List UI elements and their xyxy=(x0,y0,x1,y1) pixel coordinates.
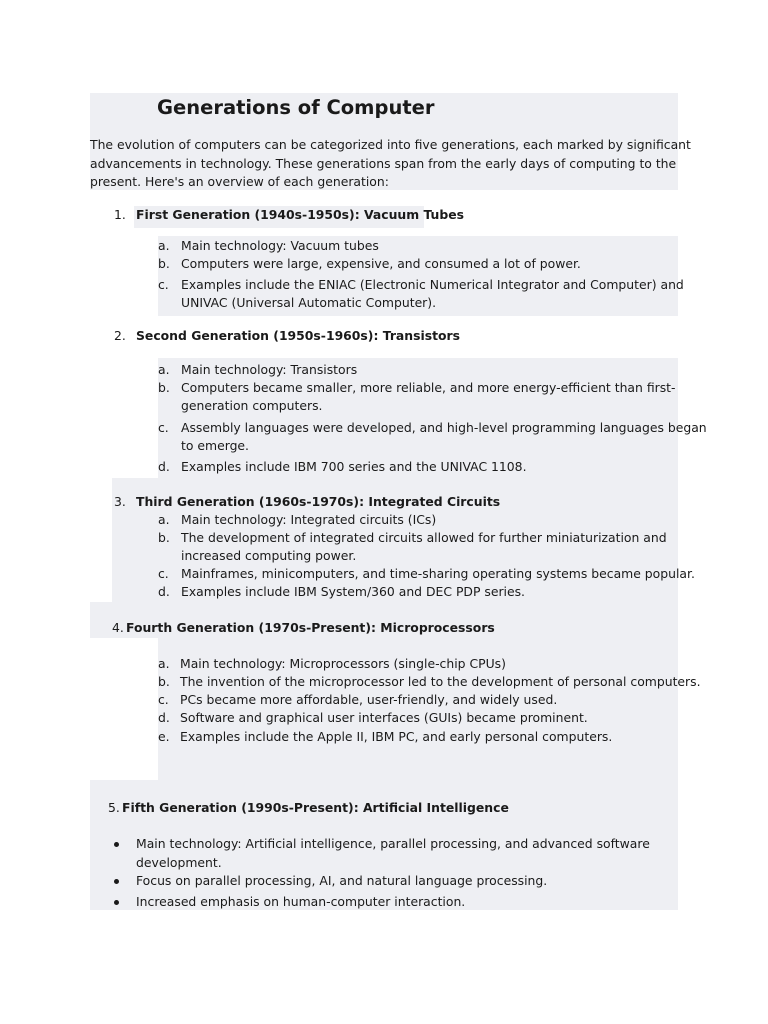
list-item-text: development. xyxy=(136,855,222,870)
list-item-text: Main technology: Integrated circuits (ICs) xyxy=(181,512,437,527)
section-heading: Third Generation (1960s-1970s): Integrated Circuits xyxy=(136,494,501,509)
list-letter: c. xyxy=(158,277,169,292)
section-heading: Second Generation (1950s-1960s): Transistors xyxy=(136,328,461,343)
list-item-text: to emerge. xyxy=(181,438,249,453)
bullet-icon xyxy=(114,900,119,905)
list-number: 3. xyxy=(114,494,126,509)
list-letter: c. xyxy=(158,420,169,435)
section-heading: Fourth Generation (1970s-Present): Microprocessors xyxy=(126,620,495,635)
list-item-text: Main technology: Transistors xyxy=(181,362,358,377)
list-letter: b. xyxy=(158,674,170,689)
list-item-text: Examples include the ENIAC (Electronic Numerical Integrator and Computer) and xyxy=(181,277,684,292)
list-item-text: Mainframes, minicomputers, and time-sharing operating systems became popular. xyxy=(181,566,695,581)
section-heading: Fifth Generation (1990s-Present): Artificial Intelligence xyxy=(122,800,509,815)
list-item-text: Examples include IBM System/360 and DEC PDP series. xyxy=(181,584,525,599)
list-letter: e. xyxy=(158,729,170,744)
list-item-text: The development of integrated circuits allowed for further miniaturization and xyxy=(181,530,667,545)
bullet-icon xyxy=(114,879,119,884)
intro-text: advancements in technology. These generations span from the early days of computing to the xyxy=(90,156,677,171)
bullet-icon xyxy=(114,842,119,847)
list-item-text: Software and graphical user interfaces (GUIs) became prominent. xyxy=(180,710,588,725)
list-letter: a. xyxy=(158,656,170,671)
list-letter: c. xyxy=(158,566,169,581)
list-item-text: increased computing power. xyxy=(181,548,357,563)
list-letter: c. xyxy=(158,692,169,707)
section-heading: First Generation (1940s-1950s): Vacuum Tubes xyxy=(136,207,465,222)
list-item-text: Main technology: Vacuum tubes xyxy=(181,238,379,253)
list-letter: a. xyxy=(158,512,170,527)
list-item-text: Main technology: Microprocessors (single-chip CPUs) xyxy=(180,656,506,671)
list-letter: a. xyxy=(158,238,170,253)
intro-text: The evolution of computers can be categorized into five generations, each marked by significant xyxy=(90,137,691,152)
list-item-text: Examples include the Apple II, IBM PC, and early personal computers. xyxy=(180,729,613,744)
list-item-text: Computers became smaller, more reliable, and more energy-efficient than first- xyxy=(181,380,676,395)
list-letter: b. xyxy=(158,256,170,271)
list-letter: a. xyxy=(158,362,170,377)
list-number: 4. xyxy=(112,620,124,635)
list-item-text: The invention of the microprocessor led to the development of personal computers. xyxy=(180,674,701,689)
list-item-text: UNIVAC (Universal Automatic Computer). xyxy=(181,295,437,310)
list-letter: b. xyxy=(158,380,170,395)
list-item-text: Main technology: Artificial intelligence, parallel processing, and advanced software xyxy=(136,836,650,851)
list-item-text: Assembly languages were developed, and high-level programming languages began xyxy=(181,420,707,435)
list-letter: d. xyxy=(158,584,170,599)
list-item-text: PCs became more affordable, user-friendly, and widely used. xyxy=(180,692,558,707)
list-number: 5. xyxy=(108,800,120,815)
list-number: 1. xyxy=(114,207,126,222)
list-letter: d. xyxy=(158,459,170,474)
intro-text: present. Here's an overview of each generation: xyxy=(90,174,389,189)
page-title: Generations of Computer xyxy=(157,96,435,119)
list-item-text: Increased emphasis on human-computer interaction. xyxy=(136,894,466,909)
list-item-text: Computers were large, expensive, and consumed a lot of power. xyxy=(181,256,581,271)
list-item-text: Examples include IBM 700 series and the UNIVAC 1108. xyxy=(181,459,527,474)
list-number: 2. xyxy=(114,328,126,343)
list-item-text: generation computers. xyxy=(181,398,323,413)
list-item-text: Focus on parallel processing, AI, and natural language processing. xyxy=(136,873,548,888)
list-letter: d. xyxy=(158,710,170,725)
list-letter: b. xyxy=(158,530,170,545)
